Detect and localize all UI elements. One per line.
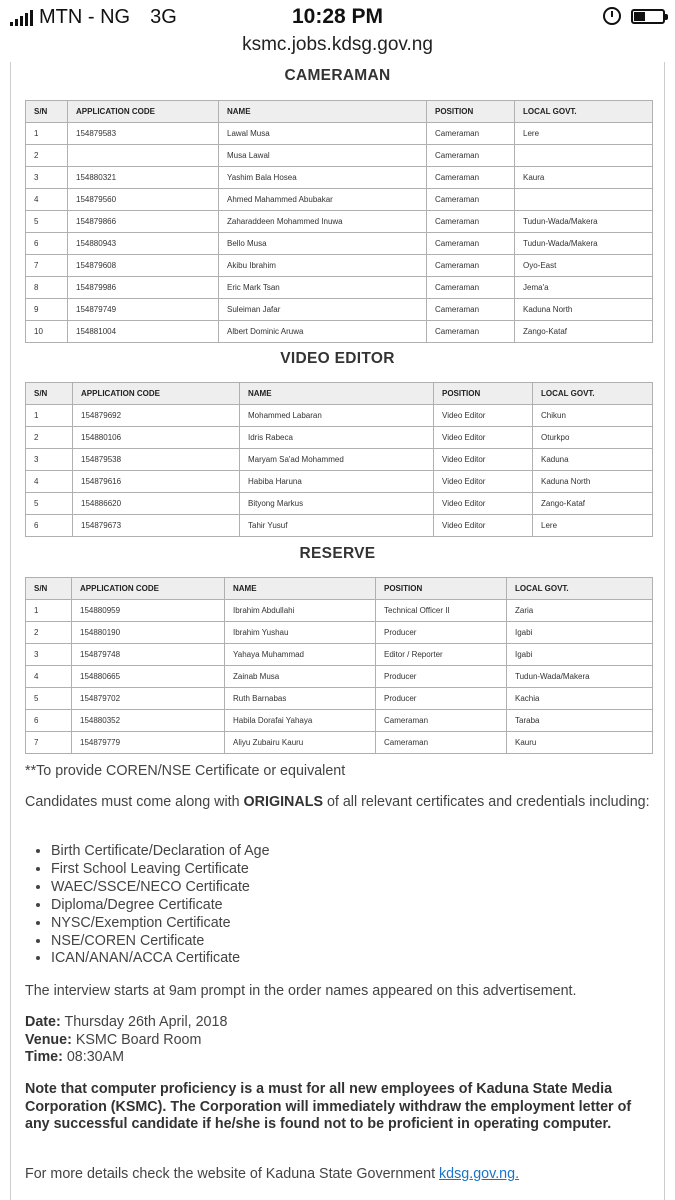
cell-sn: 5: [26, 211, 68, 233]
cell-position: Cameraman: [427, 255, 515, 277]
cell-position: Cameraman: [427, 277, 515, 299]
col-header-lga: LOCAL GOVT.: [533, 383, 653, 405]
interview-details: [25, 1014, 650, 1067]
section-title-cameraman: CAMERAMAN: [284, 67, 391, 84]
cell-local-govt: [515, 189, 653, 211]
cell-name: Yahaya Muhammad: [225, 644, 376, 666]
table-header-row: [26, 101, 653, 123]
table-row: [26, 405, 653, 427]
proficiency-note: Note that computer proficiency is a must for all new employees of Kaduna State Media Corporation (KSMC). The Corporation will immediately withdraw the employment letter of any successful candidate if he/she is found not to be proficient in operating computer.: [25, 1081, 632, 1132]
cell-sn: 3: [26, 167, 68, 189]
cell-local-govt: Kauru: [507, 732, 653, 754]
col-header-sn: S/N: [26, 383, 73, 405]
cell-position: Producer: [376, 666, 507, 688]
cell-position: Video Editor: [434, 471, 533, 493]
cell-local-govt: [515, 145, 653, 167]
col-header-position: POSITION: [376, 578, 507, 600]
col-header-lga: LOCAL GOVT.: [507, 578, 653, 600]
cell-local-govt: Kaura: [515, 167, 653, 189]
section-title-reserve: RESERVE: [299, 545, 376, 562]
cell-sn: 6: [26, 233, 68, 255]
list-item: • Birth Certificate/Declaration of Age: [51, 843, 270, 861]
col-header-code: APPLICATION CODE: [68, 101, 219, 123]
cell-name: Mohammed Labaran: [240, 405, 434, 427]
cell-application-code: 154880190: [72, 622, 225, 644]
cell-name: Suleiman Jafar: [219, 299, 427, 321]
cell-application-code: 154886620: [73, 493, 240, 515]
table-row: [26, 123, 653, 145]
col-header-lga: LOCAL GOVT.: [515, 101, 653, 123]
details-prefix: For more details check the website of Kaduna State Government: [25, 1166, 440, 1182]
cell-sn: 6: [26, 710, 72, 732]
cell-sn: 7: [26, 732, 72, 754]
cell-position: Cameraman: [376, 732, 507, 754]
table-row: [26, 277, 653, 299]
cell-name: Zaharaddeen Mohammed Inuwa: [219, 211, 427, 233]
table-row: [26, 255, 653, 277]
cell-sn: 10: [26, 321, 68, 343]
cell-position: Cameraman: [427, 123, 515, 145]
col-header-name: NAME: [219, 101, 427, 123]
cell-sn: 7: [26, 255, 68, 277]
cell-position: Cameraman: [427, 211, 515, 233]
cell-local-govt: Igabi: [507, 644, 653, 666]
cell-application-code: 154879748: [72, 644, 225, 666]
originals-bold: ORIGINALS: [243, 794, 323, 810]
battery-icon: [631, 9, 665, 24]
cell-sn: 2: [26, 427, 73, 449]
cell-name: Bello Musa: [219, 233, 427, 255]
cell-application-code: 154879616: [73, 471, 240, 493]
cell-name: Habiba Haruna: [240, 471, 434, 493]
col-header-position: POSITION: [427, 101, 515, 123]
table-row: [26, 211, 653, 233]
list-item: • First School Leaving Certificate: [51, 861, 270, 879]
cell-sn: 3: [26, 449, 73, 471]
cell-name: Ibrahim Yushau: [225, 622, 376, 644]
col-header-sn: S/N: [26, 578, 72, 600]
col-header-name: NAME: [225, 578, 376, 600]
cell-application-code: 154879538: [73, 449, 240, 471]
video-editor-table: [25, 382, 653, 537]
col-header-name: NAME: [240, 383, 434, 405]
table-header-row: [26, 383, 653, 405]
col-header-position: POSITION: [434, 383, 533, 405]
cell-name: Idris Rabeca: [240, 427, 434, 449]
table-header-row: [26, 578, 653, 600]
cell-application-code: 154879866: [68, 211, 219, 233]
cell-position: Producer: [376, 622, 507, 644]
cell-sn: 9: [26, 299, 68, 321]
cell-position: Cameraman: [427, 299, 515, 321]
requirements-list: [25, 843, 270, 968]
cell-name: Bityong Markus: [240, 493, 434, 515]
table-body: [26, 123, 653, 343]
cell-position: Editor / Reporter: [376, 644, 507, 666]
cell-position: Video Editor: [434, 493, 533, 515]
cell-position: Technical Officer II: [376, 600, 507, 622]
cell-name: Zainab Musa: [225, 666, 376, 688]
table-row: [26, 299, 653, 321]
cell-local-govt: Kaduna North: [515, 299, 653, 321]
cell-sn: 1: [26, 123, 68, 145]
list-item: • NSE/COREN Certificate: [51, 933, 270, 951]
cell-name: Aliyu Zubairu Kauru: [225, 732, 376, 754]
cell-name: Tahir Yusuf: [240, 515, 434, 537]
cell-sn: 4: [26, 666, 72, 688]
reserve-table: [25, 577, 653, 754]
venue-value: KSMC Board Room: [71, 1031, 202, 1048]
cell-sn: 4: [26, 189, 68, 211]
cell-position: Cameraman: [376, 710, 507, 732]
cell-name: Albert Dominic Aruwa: [219, 321, 427, 343]
cell-position: Cameraman: [427, 145, 515, 167]
cell-name: Lawal Musa: [219, 123, 427, 145]
originals-suffix: of all relevant certificates and credentials including:: [322, 794, 650, 810]
cell-local-govt: Tudun-Wada/Makera: [507, 666, 653, 688]
table-row: [26, 167, 653, 189]
cell-local-govt: Kaduna North: [533, 471, 653, 493]
alarm-icon: [603, 7, 621, 25]
cell-local-govt: Kaduna: [533, 449, 653, 471]
table-row: [26, 449, 653, 471]
status-time: 10:28 PM: [291, 5, 384, 28]
cell-name: Ruth Barnabas: [225, 688, 376, 710]
cell-application-code: 154879560: [68, 189, 219, 211]
cell-position: Producer: [376, 688, 507, 710]
cameraman-table: [25, 100, 653, 343]
cell-local-govt: Tudun-Wada/Makera: [515, 211, 653, 233]
cell-local-govt: Zaria: [507, 600, 653, 622]
cell-application-code: 154880665: [72, 666, 225, 688]
cell-position: Cameraman: [427, 233, 515, 255]
cell-name: Eric Mark Tsan: [219, 277, 427, 299]
table-row: [26, 189, 653, 211]
table-row: [26, 666, 653, 688]
venue-label: Venue:: [25, 1031, 72, 1048]
cell-name: Ibrahim Abdullahi: [225, 600, 376, 622]
cell-sn: 2: [26, 145, 68, 167]
originals-prefix: Candidates must come along with: [25, 794, 244, 810]
carrier-name: MTN - NG: [39, 6, 131, 28]
originals-paragraph: [25, 794, 650, 812]
table-row: [26, 471, 653, 493]
list-item: • Diploma/Degree Certificate: [51, 897, 270, 915]
cell-sn: 4: [26, 471, 73, 493]
address-bar[interactable]: [0, 34, 675, 62]
cell-application-code: 154880959: [72, 600, 225, 622]
details-paragraph: [25, 1166, 650, 1184]
cell-sn: 6: [26, 515, 73, 537]
cell-local-govt: Lere: [515, 123, 653, 145]
table-row: [26, 233, 653, 255]
cell-sn: 8: [26, 277, 68, 299]
cell-application-code: 154879583: [68, 123, 219, 145]
table-body: [26, 600, 653, 754]
cell-local-govt: Oyo-East: [515, 255, 653, 277]
cell-sn: 1: [26, 600, 72, 622]
cell-position: Cameraman: [427, 321, 515, 343]
cell-application-code: 154879673: [73, 515, 240, 537]
cell-name: Akibu Ibrahim: [219, 255, 427, 277]
coren-note: **To provide COREN/NSE Certificate or equivalent: [25, 763, 346, 779]
cell-local-govt: Chikun: [533, 405, 653, 427]
cell-sn: 5: [26, 688, 72, 710]
cell-sn: 2: [26, 622, 72, 644]
cell-local-govt: Lere: [533, 515, 653, 537]
cell-local-govt: Oturkpo: [533, 427, 653, 449]
cell-name: Habila Dorafai Yahaya: [225, 710, 376, 732]
cell-application-code: 154880352: [72, 710, 225, 732]
table-row: [26, 145, 653, 167]
date-label: Date:: [25, 1014, 61, 1030]
cell-name: Maryam Sa'ad Mohammed: [240, 449, 434, 471]
cell-name: Yashim Bala Hosea: [219, 167, 427, 189]
cell-local-govt: Tudun-Wada/Makera: [515, 233, 653, 255]
cell-name: Musa Lawal: [219, 145, 427, 167]
col-header-sn: S/N: [26, 101, 68, 123]
table-row: [26, 493, 653, 515]
cell-sn: 1: [26, 405, 73, 427]
col-header-code: APPLICATION CODE: [72, 578, 225, 600]
cell-application-code: 154879986: [68, 277, 219, 299]
cell-application-code: 154879608: [68, 255, 219, 277]
cell-local-govt: Taraba: [507, 710, 653, 732]
time-value: 08:30AM: [62, 1049, 125, 1065]
cell-position: Video Editor: [434, 449, 533, 471]
cell-application-code: 154880943: [68, 233, 219, 255]
status-bar: [0, 0, 675, 34]
list-item: • WAEC/SSCE/NECO Certificate: [51, 879, 270, 897]
table-row: [26, 321, 653, 343]
col-header-code: APPLICATION CODE: [73, 383, 240, 405]
cell-application-code: 154879692: [73, 405, 240, 427]
time-label: Time:: [25, 1049, 63, 1065]
date-value: Thursday 26th April, 2018: [60, 1014, 228, 1030]
page-content: [10, 62, 665, 1200]
cell-application-code: 154880321: [68, 167, 219, 189]
cell-name: Ahmed Mahammed Abubakar: [219, 189, 427, 211]
table-row: [26, 710, 653, 732]
table-row: [26, 622, 653, 644]
table-row: [26, 644, 653, 666]
cell-position: Video Editor: [434, 405, 533, 427]
cell-position: Video Editor: [434, 515, 533, 537]
table-row: [26, 515, 653, 537]
table-row: [26, 427, 653, 449]
cell-local-govt: Kachia: [507, 688, 653, 710]
table-row: [26, 688, 653, 710]
cell-application-code: 154879779: [72, 732, 225, 754]
cell-application-code: 154879702: [72, 688, 225, 710]
network-type: 3G: [150, 6, 177, 28]
cell-position: Cameraman: [427, 189, 515, 211]
cell-application-code: 154879749: [68, 299, 219, 321]
table-row: [26, 600, 653, 622]
table-row: [26, 732, 653, 754]
cell-local-govt: Jema'a: [515, 277, 653, 299]
cell-sn: 5: [26, 493, 73, 515]
kdsg-link[interactable]: kdsg.gov.ng.: [439, 1166, 520, 1182]
cell-local-govt: Zango-Kataf: [533, 493, 653, 515]
cell-application-code: 154880106: [73, 427, 240, 449]
section-title-video-editor: VIDEO EDITOR: [280, 350, 395, 367]
interview-text: The interview starts at 9am prompt in the order names appeared on this advertisement.: [25, 983, 577, 999]
cell-local-govt: Zango-Kataf: [515, 321, 653, 343]
cell-sn: 3: [26, 644, 72, 666]
cell-position: Cameraman: [427, 167, 515, 189]
list-item: • NYSC/Exemption Certificate: [51, 915, 270, 933]
cell-application-code: 154881004: [68, 321, 219, 343]
cell-application-code: [68, 145, 219, 167]
cell-position: Video Editor: [434, 427, 533, 449]
table-body: [26, 405, 653, 537]
url-text[interactable]: ksmc.jobs.kdsg.gov.ng: [242, 34, 433, 55]
list-item: • ICAN/ANAN/ACCA Certificate: [51, 950, 270, 968]
cell-local-govt: Igabi: [507, 622, 653, 644]
